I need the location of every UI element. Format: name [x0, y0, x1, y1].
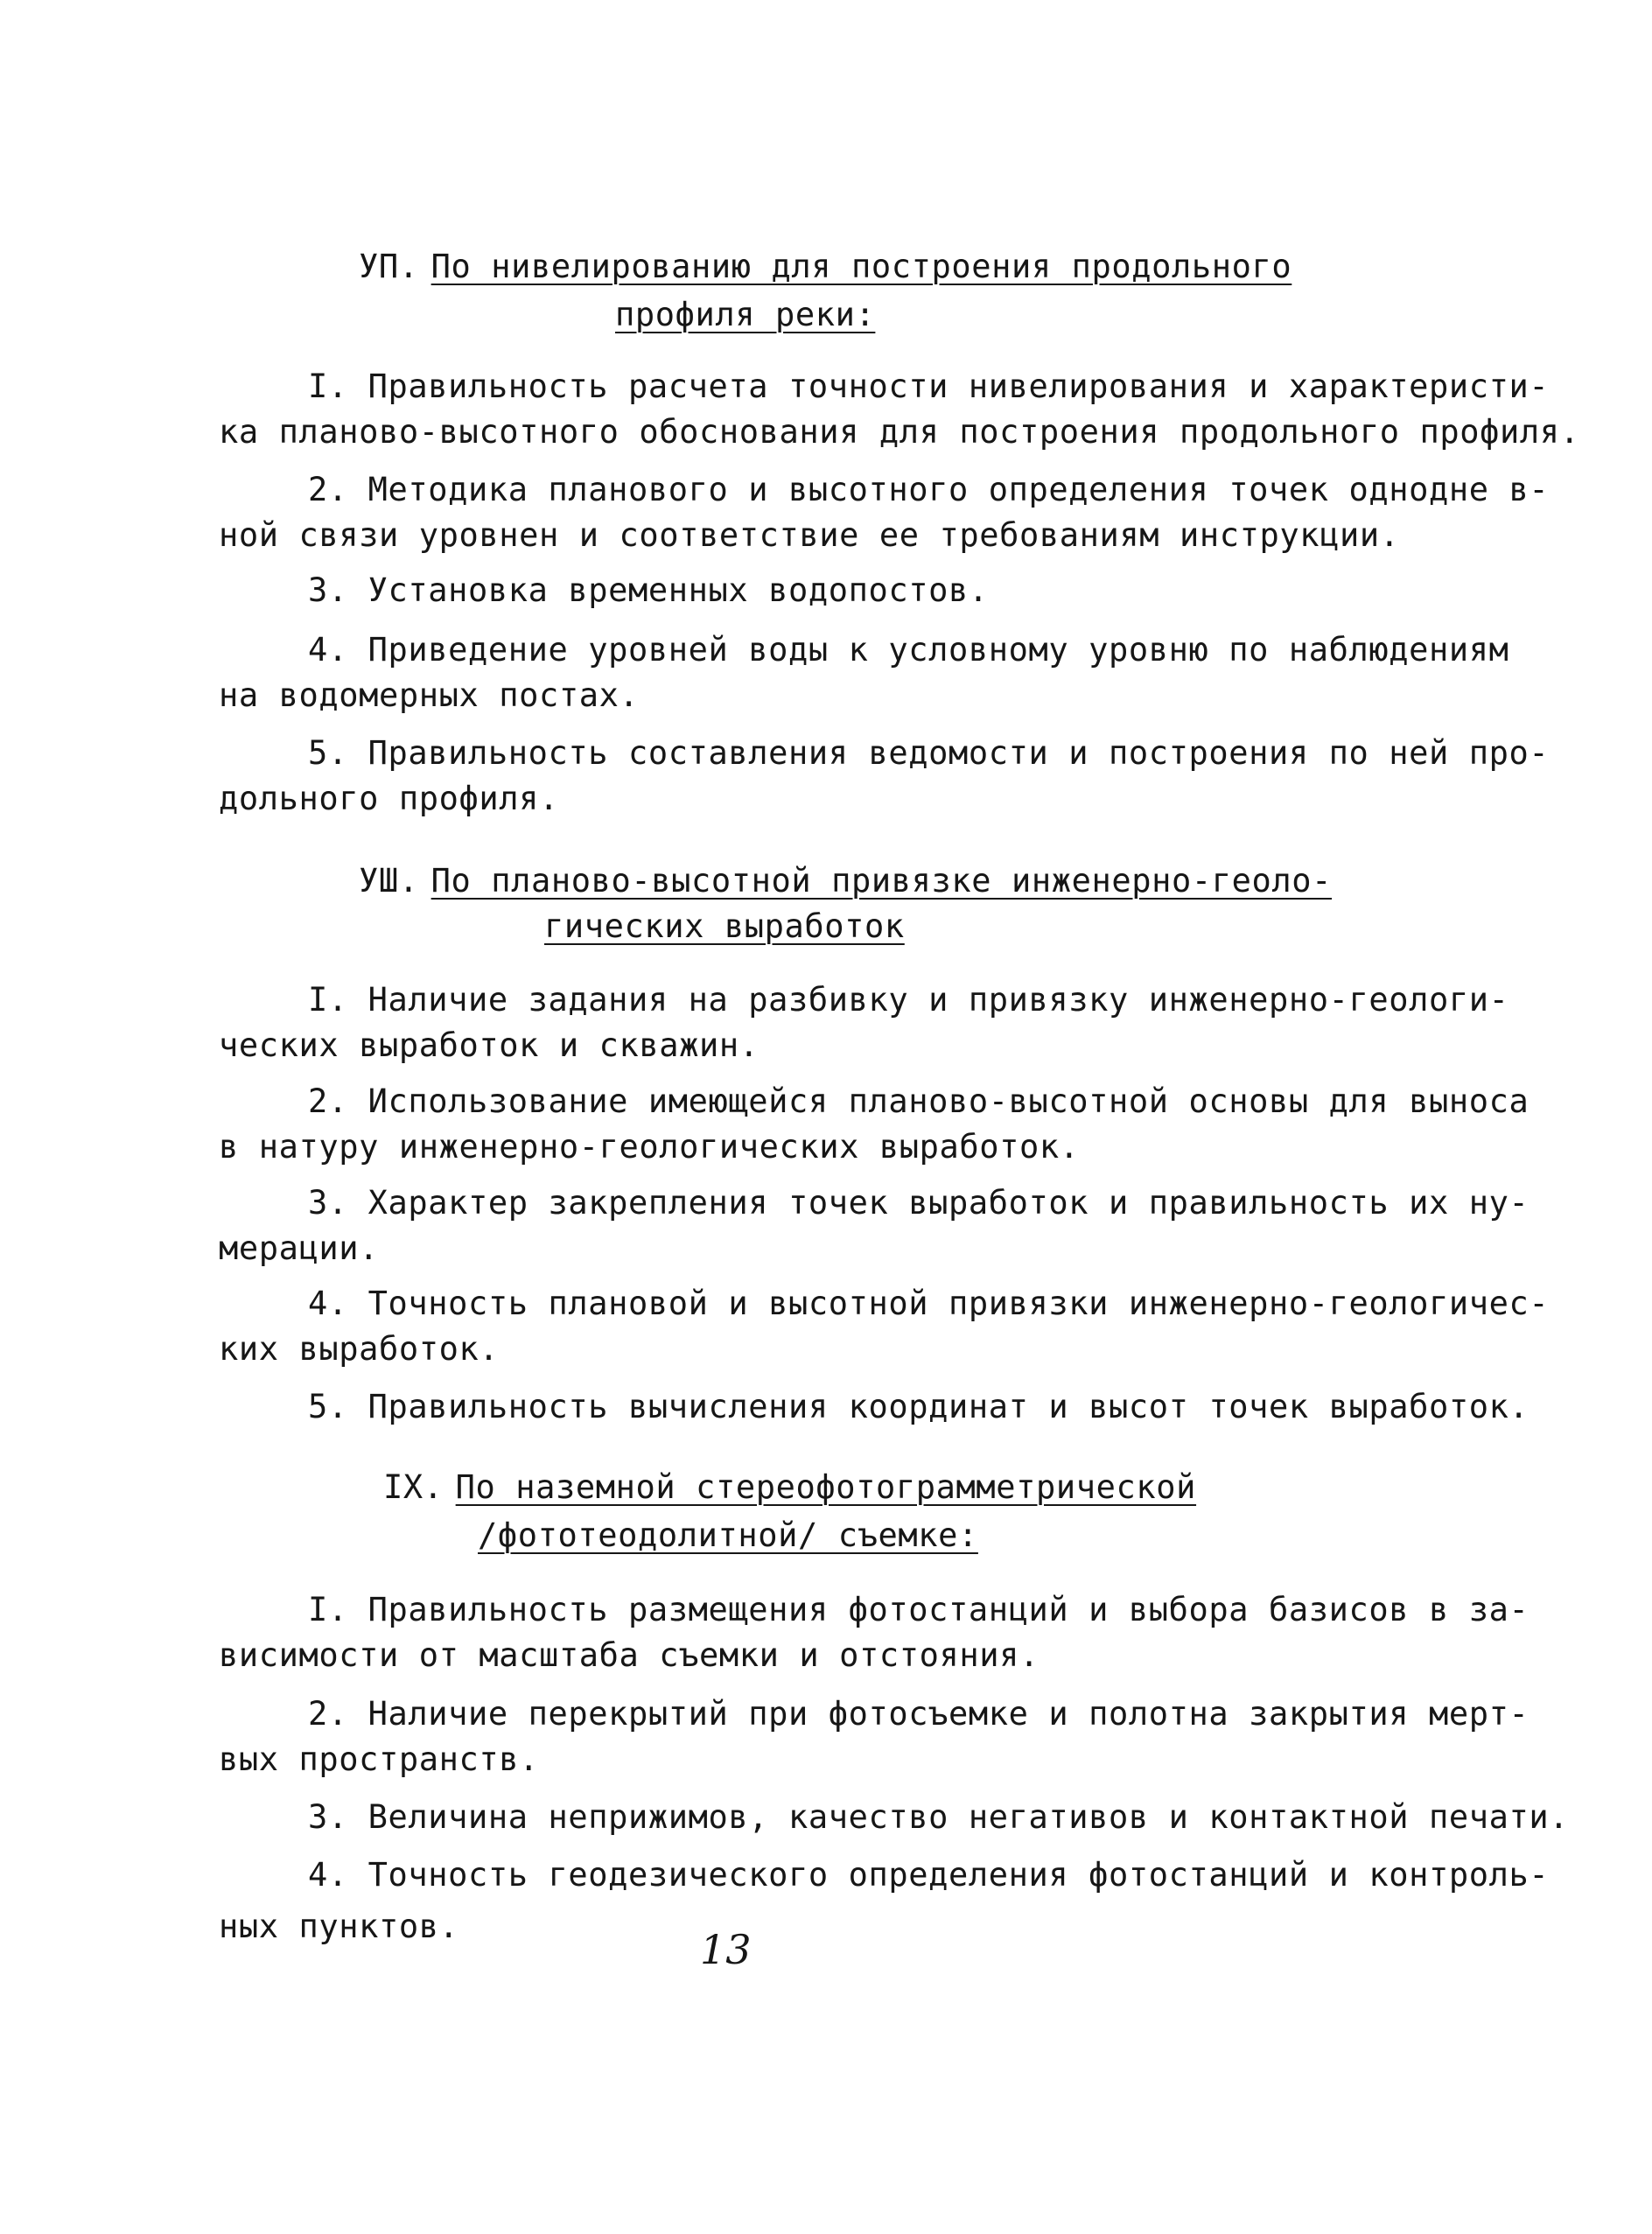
section-heading-continuation: [544, 907, 905, 945]
section-heading: [383, 1468, 1197, 1506]
list-item-line: дольного профиля.: [219, 780, 559, 817]
section-number: УП.: [359, 248, 419, 285]
list-item-line: 2. Использование имеющейся планово-высотной основы для выноса: [308, 1082, 1530, 1120]
list-item-line: ческих выработок и скважин.: [219, 1026, 760, 1064]
section-number: УШ.: [359, 862, 419, 900]
list-item-line: I. Наличие задания на разбивку и привязку инженерно-геологи-: [308, 981, 1509, 1019]
list-item-line: 3. Характер закрепления точек выработок и правильность их ну-: [308, 1184, 1530, 1222]
list-item-line: вых пространств.: [219, 1740, 540, 1778]
list-item-line: I. Правильность размещения фотостанций и выбора базисов в за-: [308, 1591, 1530, 1628]
list-item-line: ка планово-высотного обоснования для построения продольного профиля.: [219, 413, 1580, 451]
section-heading-continuation: [478, 1516, 978, 1554]
list-item-line: ких выработок.: [219, 1330, 500, 1368]
list-item-line: 4. Приведение уровней воды к условному уровню по наблюдениям: [308, 631, 1509, 669]
section-title-line: гических выработок: [544, 907, 905, 945]
list-item-line: ной связи уровнен и соответствие ее требованиям инструкции.: [219, 516, 1400, 554]
section-title-line: По планово-высотной привязке инженерно-геоло-: [430, 862, 1333, 900]
section-title-line: По нивелированию для построения продольного: [430, 248, 1292, 285]
page-number: 13: [700, 1926, 752, 1973]
list-item-line: 3. Установка временных водопостов.: [308, 571, 989, 609]
section-heading: [359, 250, 1292, 283]
list-item-line: висимости от масштаба съемки и отстояния.: [219, 1636, 1040, 1674]
list-item-line: мерации.: [219, 1229, 380, 1267]
list-item-line: 5. Правильность составления ведомости и построения по ней про-: [308, 734, 1550, 772]
list-item-line: 5. Правильность вычисления координат и высот точек выработок.: [308, 1388, 1530, 1425]
list-item-line: 2. Наличие перекрытий при фотосъемке и полотна закрытия мерт-: [308, 1695, 1530, 1733]
section-heading-continuation: [615, 298, 875, 331]
section-title-line: По наземной стереофотограмметрической: [455, 1468, 1197, 1506]
section-number: IX.: [383, 1468, 444, 1506]
list-item-line: ных пунктов.: [219, 1908, 459, 1945]
section-title-line: /фототеодолитной/ съемке:: [478, 1516, 978, 1554]
list-item-line: I. Правильность расчета точности нивелирования и характеристи-: [308, 368, 1550, 405]
list-item-line: в натуру инженерно-геологических выработок.: [219, 1128, 1080, 1166]
list-item-line: 4. Точность плановой и высотной привязки инженерно-геологичес-: [308, 1285, 1550, 1322]
list-item-line: на водомерных постах.: [219, 676, 640, 714]
list-item-line: 2. Методика планового и высотного определения точек однодне в-: [308, 471, 1550, 508]
section-title-line: профиля реки:: [615, 296, 876, 333]
section-heading: [359, 862, 1333, 900]
list-item-line: 3. Величина неприжимов, качество негативов и контактной печати.: [308, 1798, 1570, 1836]
list-item-line: 4. Точность геодезического определения фотостанций и контроль-: [308, 1856, 1550, 1894]
